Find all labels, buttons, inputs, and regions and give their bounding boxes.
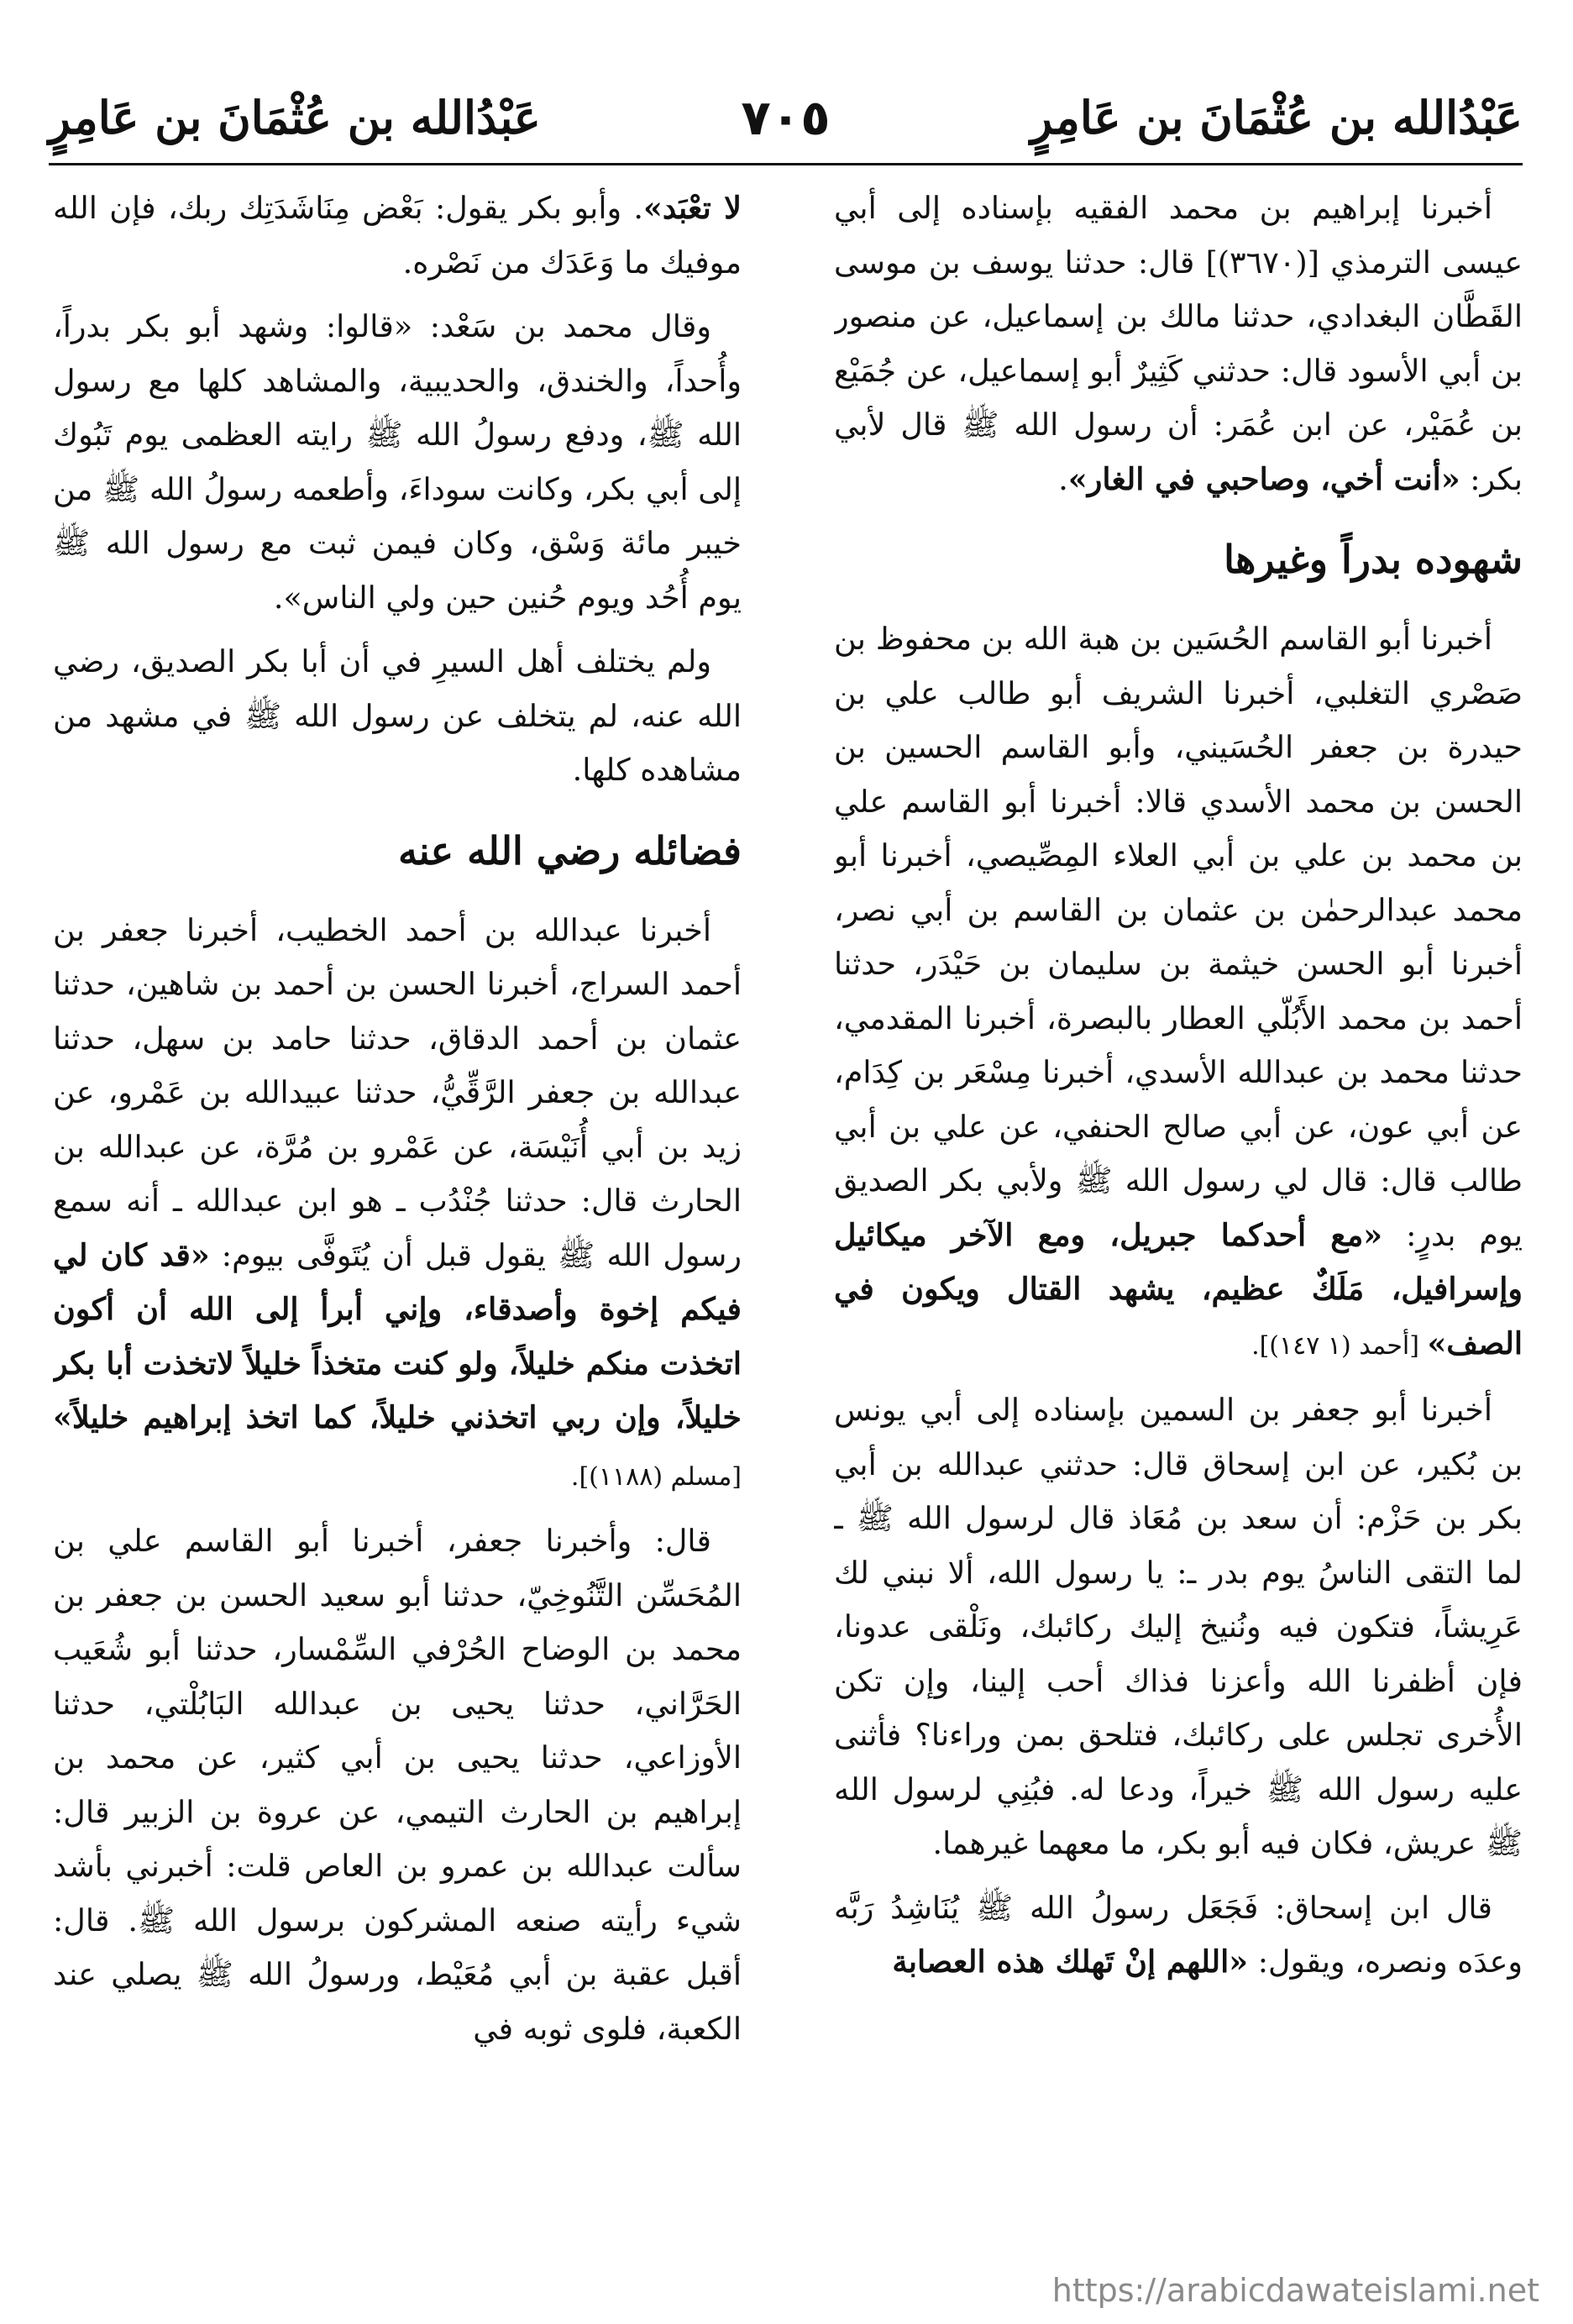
paragraph-text: أخبرنا أبو جعفر بن السمين بإسناده إلى أبي يونس بن بُكير، عن ابن إسحاق قال: حدثني عبدالله بن أبي بكر بن حَزْم: أن سعد بن مُعَاذ قال لرسول الله ﷺ ـ لما التقى الناسُ يوم بدر ـ: يا رسول الله، ألا نبني لك عَرِيشاً، فتكون فيه ونُنيخ إليك ركائبك، ونَلْقى عدونا، فإن أظفرنا الله وأعزنا فذاك أحب إلينا، وإن تكن الأُخرى تجلس على ركائبك، فتلحق بمن وراءنا؟ فأثنى عليه رسول الله ﷺ خيراً، ودعا له. فبُنِي لرسول الله ﷺ عريش، فكان فيه أبو بكر، ما معهما غيرهما. [834,1392,1523,1861]
paragraph [53,635,742,798]
hadith-quote: «أنت أخي، وصاحبي في الغار» [1067,460,1460,497]
paragraph [53,904,742,1505]
running-title-left: عَبْدُالله بن عُثْمَانَ بن عَامِرٍ [49,91,541,144]
running-title-right: عَبْدُالله بن عُثْمَانَ بن عَامِرٍ [1030,91,1523,144]
page-header [49,77,1523,158]
paragraph [834,612,1523,1373]
paragraph-text: أخبرنا إبراهيم بن محمد الفقيه بإسناده إلى أبي عيسى الترمذي [(٣٦٧٠)] قال: حدثنا يوسف بن موسى القَطَّان البغدادي، حدثنا مالك بن إسماعيل، عن منصور بن أبي الأسود قال: حدثني كَثِيرٌ أبو إسماعيل، عن جُمَيْع بن عُمَيْر، عن ابن عُمَر: أن رسول الله ﷺ قال لأبي بكر: [834,190,1523,497]
page-number: ٧٠٥ [741,89,831,146]
paragraph-text: وقال محمد بن سَعْد: «قالوا: وشهد أبو بكر بدراً، وأُحداً، والخندق، والحديبية، والمشاهد كلها مع رسول الله ﷺ، ودفع رسولُ الله ﷺ رايته العظمى يوم تَبُوك إلى أبي بكر، وكانت سوداءَ، وأطعمه رسولُ الله ﷺ من خيبر مائة وَسْق، وكان فيمن ثبت مع رسول الله ﷺ يوم أُحُد ويوم حُنين حين ولي الناس». [53,308,742,616]
paragraph [834,1383,1523,1871]
paragraph-text: أخبرنا أبو القاسم الحُسَين بن هبة الله بن محفوظ بن صَصْري التغلبي، أخبرنا الشريف أبو طالب علي بن حيدرة بن جعفر الحُسَيني، وأبو القاسم الحسين بن الحسن بن محمد الأسدي قالا: أخبرنا أبو القاسم علي بن محمد بن علي بن أبي العلاء المِصِّيصي، أخبرنا أبو محمد عبدالرحمٰن بن عثمان بن القاسم بن أبي نصر، أخبرنا أبو الحسن خيثمة بن سليمان بن حَيْدَر، حدثنا أحمد بن محمد الأَبُلّي العطار بالبصرة، أخبرنا المقدمي، حدثنا محمد بن عبدالله الأسدي، أخبرنا مِسْعَر بن كِدَام، عن أبي عون، عن أبي صالح الحنفي، عن علي بن أبي طالب قال: قال لي رسول الله ﷺ ولأبي بكر الصديق يوم بدرٍ: [834,621,1523,1253]
paragraph [834,1881,1523,1990]
paragraph-text: . وأبو بكر يقول: بَعْض مِنَاشَدَتِك ربك، فإن الله موفيك ما وَعَدَك من نَصْره. [53,190,742,281]
paragraph [834,181,1523,506]
paragraph [53,181,742,290]
paragraph-text: أخبرنا عبدالله بن أحمد الخطيب، أخبرنا جعفر بن أحمد السراج، أخبرنا الحسن بن أحمد بن شاهين، حدثنا عثمان بن أحمد الدقاق، حدثنا حامد بن سهل، حدثنا عبدالله بن جعفر الرَّقِّيُّ، حدثنا عبيدالله بن عَمْرو، عن زيد بن أبي أُنَيْسَة، عن عَمْرو بن مُرَّة، عن عبدالله بن الحارث قال: حدثنا جُنْدُب ـ هو ابن عبدالله ـ أنه سمع رسول الله ﷺ يقول قبل أن يُتَوفَّى بيوم: [53,911,742,1273]
left-column [53,181,742,2256]
paragraph-text: قال ابن إسحاق: فَجَعَل رسولُ الله ﷺ يُنَاشِدُ رَبَّه وعدَه ونصره، ويقول: [834,1889,1523,1980]
right-column [834,181,1523,2256]
paragraph-end: . [1058,460,1068,497]
paragraph-text: ولم يختلف أهل السيرِ في أن أبا بكر الصديق، رضي الله عنه، لم يتخلف عن رسول الله ﷺ في مشهد من مشاهده كلها. [53,643,742,788]
paragraph [53,300,742,625]
paragraph-text: قال: وأخبرنا جعفر، أخبرنا أبو القاسم علي بن المُحَسِّن التَّنُوخِيّ، حدثنا أبو سعيد الحسن بن جعفر بن محمد بن الوضاح الحُرْفي السِّمْسار، حدثنا أبو شُعَيب الحَرَّاني، حدثنا يحيى بن عبدالله البَابُلْتي، حدثنا الأوزاعي، حدثنا يحيى بن أبي كثير، عن محمد بن إبراهيم بن الحارث التيمي، عن عروة بن الزبير قال: سألت عبدالله بن عمرو بن العاص قلت: أخبرني بأشد شيء رأيته صنعه المشركون برسول الله ﷺ. قال: أقبل عقبة بن أبي مُعَيْط، ورسولُ الله ﷺ يصلي عند الكعبة، فلوى ثوبه في [53,1523,742,2047]
hadith-quote: لا تعْبَد» [643,190,742,226]
header-rule [49,163,1523,165]
hadith-quote: «قد كان لي فيكم إخوة وأصدقاء، وإني أبرأ إلى الله أن أكون اتخذت منكم خليلاً، ولو كنت متخذاً خليلاً لاتخذت أبا بكر خليلاً، وإن ربي اتخذني خليلاً، كما اتخذ إبراهيم خليلاً» [53,1236,742,1435]
paragraph [53,1514,742,2056]
watermark-url: https://arabicdawateislami.net [1051,2272,1539,2309]
citation: [أحمد (١ ١٤٧)]. [1251,1330,1428,1361]
section-heading: فضائله رضي الله عنه [398,827,742,873]
citation: [مسلم (١١٨٨)]. [570,1461,742,1492]
section-heading: شهوده بدراً وغيرها [1224,537,1523,582]
hadith-quote: «اللهم إنْ تَهلك هذه العصابة [892,1944,1249,1980]
hadith-quote: «مع أحدكما جبريل، ومع الآخر ميكائيل وإسرافيل، مَلَكٌ عظيم، يشهد القتال ويكون في الصف» [834,1216,1523,1361]
